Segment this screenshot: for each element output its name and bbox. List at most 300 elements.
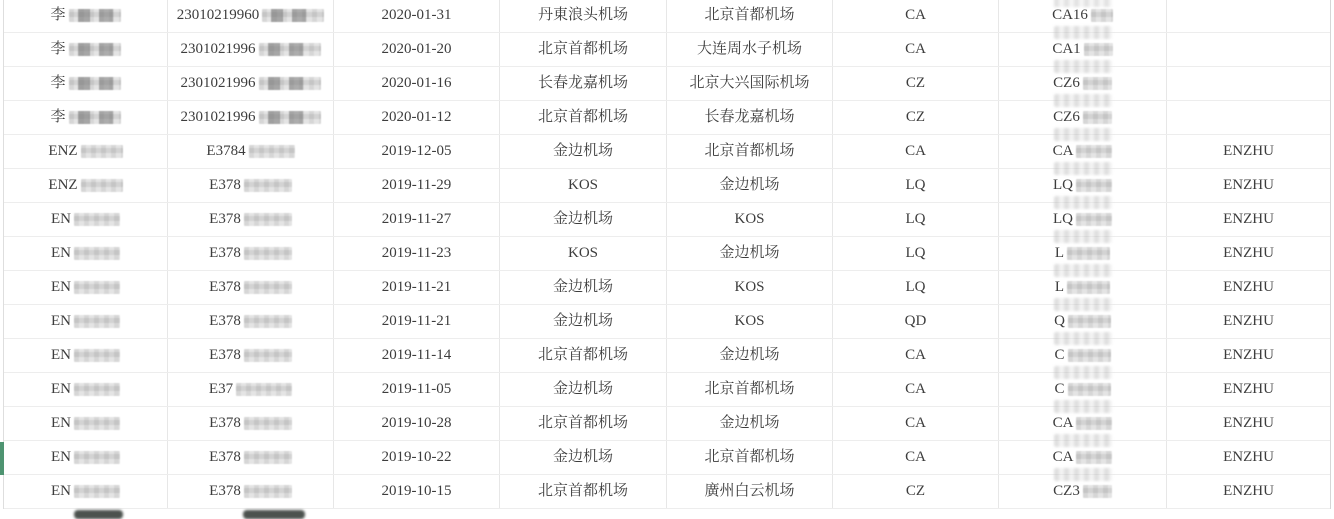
- flight-redaction-blur: [1083, 111, 1112, 124]
- cell-arrival-airport[interactable]: [667, 305, 833, 338]
- flight-date: 2019-10-22: [381, 449, 452, 465]
- table-row: [4, 101, 1330, 135]
- cell-passenger-name[interactable]: [4, 305, 168, 338]
- id-redaction-blur: [244, 179, 292, 192]
- cell-flight-number[interactable]: [999, 373, 1167, 406]
- cell-arrival-airport[interactable]: [667, 33, 833, 66]
- cell-passenger-name[interactable]: [4, 475, 168, 508]
- departure-airport: KOS: [567, 177, 598, 193]
- cell-flight-number[interactable]: [999, 135, 1167, 168]
- cell-flight-date[interactable]: [334, 475, 500, 508]
- cell-airline-code[interactable]: [833, 135, 999, 168]
- cell-passenger-tag[interactable]: [1167, 305, 1330, 338]
- cell-airline-code[interactable]: [833, 441, 999, 474]
- cell-departure-airport[interactable]: [500, 169, 667, 202]
- name-redaction-blur: [69, 77, 121, 90]
- cell-passenger-tag[interactable]: [1167, 169, 1330, 202]
- id-redaction-blur: [244, 417, 292, 430]
- table-row: [4, 237, 1330, 271]
- passenger-tag: ENZHU: [1223, 483, 1274, 499]
- flight-date: 2020-01-31: [381, 7, 452, 23]
- cell-airline-code[interactable]: [833, 0, 999, 32]
- table-row: [4, 67, 1330, 101]
- id-redaction-blur: [244, 213, 292, 226]
- cell-flight-date[interactable]: [334, 339, 500, 372]
- name-redaction-blur: [74, 247, 120, 260]
- cell-flight-number[interactable]: [999, 203, 1167, 236]
- cell-flight-date[interactable]: [334, 203, 500, 236]
- flight-redaction-blur: [1076, 417, 1112, 430]
- name-redaction-blur: [74, 315, 120, 328]
- cell-departure-airport[interactable]: [500, 0, 667, 32]
- id-redaction-blur: [244, 281, 292, 294]
- id-redaction-blur: [259, 111, 321, 124]
- flight-redaction-blur: [1083, 485, 1112, 498]
- cell-flight-date[interactable]: [334, 0, 500, 32]
- table-row: [4, 441, 1330, 475]
- passenger-tag: ENZHU: [1223, 313, 1274, 329]
- cell-flight-date[interactable]: [334, 237, 500, 270]
- arrival-airport: 廣州白云机场: [704, 483, 795, 499]
- name-redaction-blur: [74, 213, 120, 226]
- passenger-tag: ENZHU: [1223, 381, 1274, 397]
- cell-arrival-airport[interactable]: [667, 407, 833, 440]
- cell-airline-code[interactable]: [833, 339, 999, 372]
- partial-next-row-redaction: [74, 510, 123, 519]
- id-prefix: E378: [209, 279, 241, 295]
- flight-redaction-blur: [1076, 451, 1112, 464]
- flight-redaction-blur: [1083, 77, 1112, 90]
- cell-airline-code[interactable]: [833, 373, 999, 406]
- table-row: [4, 135, 1330, 169]
- airline-code: CA: [905, 41, 926, 57]
- cell-document-id[interactable]: [168, 135, 334, 168]
- flight-number-prefix: CA: [1052, 449, 1074, 465]
- passenger-tag: ENZHU: [1223, 415, 1274, 431]
- departure-airport: 金边机场: [552, 279, 613, 295]
- cell-passenger-tag[interactable]: [1167, 0, 1330, 32]
- airline-code: CA: [905, 381, 926, 397]
- cell-document-id[interactable]: [168, 475, 334, 508]
- id-redaction-blur: [236, 383, 292, 396]
- cell-flight-date[interactable]: [334, 33, 500, 66]
- name-prefix: 李: [50, 75, 66, 91]
- cell-passenger-tag[interactable]: [1167, 237, 1330, 270]
- departure-airport: 丹東浪头机场: [537, 7, 628, 23]
- arrival-airport: 金边机场: [719, 415, 780, 431]
- flight-date: 2019-11-05: [381, 381, 452, 397]
- cell-airline-code[interactable]: [833, 305, 999, 338]
- cell-arrival-airport[interactable]: [667, 271, 833, 304]
- flight-redaction-blur: [1067, 247, 1110, 260]
- cell-flight-number[interactable]: [999, 339, 1167, 372]
- cell-flight-number[interactable]: [999, 33, 1167, 66]
- cell-document-id[interactable]: [168, 67, 334, 100]
- arrival-airport: 北京首都机场: [704, 7, 795, 23]
- cell-airline-code[interactable]: [833, 271, 999, 304]
- cell-document-id[interactable]: [168, 237, 334, 270]
- name-redaction-blur: [74, 417, 120, 430]
- cell-flight-date[interactable]: [334, 441, 500, 474]
- passenger-tag: ENZHU: [1223, 449, 1274, 465]
- flight-number-prefix: LQ: [1053, 211, 1073, 227]
- flight-number-prefix: CZ6: [1053, 75, 1080, 91]
- cell-passenger-tag[interactable]: [1167, 67, 1330, 100]
- airline-code: CZ: [905, 75, 926, 91]
- table-row: [4, 407, 1330, 441]
- cell-departure-airport[interactable]: [500, 407, 667, 440]
- id-prefix: E378: [209, 483, 241, 499]
- cell-flight-date[interactable]: [334, 101, 500, 134]
- cell-arrival-airport[interactable]: [667, 339, 833, 372]
- flight-date: 2020-01-16: [381, 75, 452, 91]
- name-redaction-blur: [81, 179, 123, 192]
- flight-number-prefix: CZ6: [1053, 109, 1080, 125]
- name-redaction-blur: [69, 111, 121, 124]
- cell-document-id[interactable]: [168, 169, 334, 202]
- id-prefix: E378: [209, 211, 241, 227]
- flight-date: 2019-11-14: [381, 347, 452, 363]
- id-redaction-blur: [244, 485, 292, 498]
- table-row: [4, 373, 1330, 407]
- cell-passenger-tag[interactable]: [1167, 33, 1330, 66]
- cell-arrival-airport[interactable]: [667, 373, 833, 406]
- airline-code: CA: [905, 7, 926, 23]
- name-redaction-blur: [74, 349, 120, 362]
- id-prefix: E378: [209, 177, 241, 193]
- cell-airline-code[interactable]: [833, 33, 999, 66]
- cell-passenger-name[interactable]: [4, 135, 168, 168]
- cell-document-id[interactable]: [168, 373, 334, 406]
- cell-flight-number[interactable]: [999, 305, 1167, 338]
- flight-date: 2019-11-27: [381, 211, 452, 227]
- cell-departure-airport[interactable]: [500, 441, 667, 474]
- table-row: [4, 271, 1330, 305]
- cell-departure-airport[interactable]: [500, 271, 667, 304]
- cell-passenger-name[interactable]: [4, 271, 168, 304]
- cell-flight-number[interactable]: [999, 271, 1167, 304]
- name-prefix: EN: [51, 347, 71, 363]
- departure-airport: 金边机场: [552, 211, 613, 227]
- cell-document-id[interactable]: [168, 101, 334, 134]
- id-prefix: E378: [209, 449, 241, 465]
- cell-document-id[interactable]: [168, 407, 334, 440]
- name-prefix: 李: [50, 41, 66, 57]
- cell-flight-date[interactable]: [334, 135, 500, 168]
- flight-date: 2019-11-21: [381, 313, 452, 329]
- flight-redaction-blur: [1068, 349, 1111, 362]
- name-redaction-blur: [69, 43, 121, 56]
- cell-flight-date[interactable]: [334, 67, 500, 100]
- cell-departure-airport[interactable]: [500, 203, 667, 236]
- flight-number-prefix: CA: [1052, 143, 1074, 159]
- cell-passenger-name[interactable]: [4, 373, 168, 406]
- cell-departure-airport[interactable]: [500, 135, 667, 168]
- flight-number-prefix: CZ3: [1053, 483, 1080, 499]
- cell-passenger-name[interactable]: [4, 441, 168, 474]
- airline-code: CA: [905, 143, 926, 159]
- flight-date: 2019-10-28: [381, 415, 452, 431]
- cell-airline-code[interactable]: [833, 407, 999, 440]
- flight-number-prefix: C: [1054, 347, 1065, 363]
- name-prefix: EN: [51, 279, 71, 295]
- cell-passenger-tag[interactable]: [1167, 101, 1330, 134]
- cell-passenger-name[interactable]: [4, 237, 168, 270]
- departure-airport: 北京首都机场: [537, 483, 628, 499]
- id-prefix: 2301021996: [180, 41, 256, 57]
- id-prefix: E378: [209, 347, 241, 363]
- id-prefix: 2301021996: [180, 75, 256, 91]
- name-prefix: 李: [50, 109, 66, 125]
- cell-passenger-tag[interactable]: [1167, 407, 1330, 440]
- departure-airport: 金边机场: [552, 381, 613, 397]
- airline-code: LQ: [905, 177, 926, 193]
- departure-airport: 北京首都机场: [537, 109, 628, 125]
- name-prefix: EN: [51, 245, 71, 261]
- arrival-airport: 北京首都机场: [704, 449, 795, 465]
- cell-flight-number[interactable]: [999, 101, 1167, 134]
- partial-next-row-redaction: [243, 510, 305, 519]
- id-redaction-blur: [244, 349, 292, 362]
- cell-airline-code[interactable]: [833, 237, 999, 270]
- departure-airport: 金边机场: [552, 313, 613, 329]
- cell-document-id[interactable]: [168, 339, 334, 372]
- cell-arrival-airport[interactable]: [667, 67, 833, 100]
- arrival-airport: KOS: [734, 313, 765, 329]
- cell-document-id[interactable]: [168, 441, 334, 474]
- cell-arrival-airport[interactable]: [667, 0, 833, 32]
- flight-date: 2020-01-20: [381, 41, 452, 57]
- cell-passenger-name[interactable]: [4, 67, 168, 100]
- cell-airline-code[interactable]: [833, 169, 999, 202]
- id-redaction-blur: [244, 247, 292, 260]
- name-prefix: EN: [51, 483, 71, 499]
- flight-redaction-blur: [1084, 43, 1113, 56]
- arrival-airport: 长春龙嘉机场: [704, 109, 795, 125]
- airline-code: CZ: [905, 483, 926, 499]
- cell-document-id[interactable]: [168, 271, 334, 304]
- cell-passenger-tag[interactable]: [1167, 135, 1330, 168]
- cell-passenger-tag[interactable]: [1167, 475, 1330, 508]
- flight-number-prefix: CA1: [1052, 41, 1081, 57]
- name-prefix: EN: [51, 415, 71, 431]
- cell-passenger-name[interactable]: [4, 339, 168, 372]
- departure-airport: 金边机场: [552, 449, 613, 465]
- id-prefix: E37: [208, 381, 234, 397]
- departure-airport: 北京首都机场: [537, 347, 628, 363]
- cell-flight-number[interactable]: [999, 441, 1167, 474]
- flight-date: 2019-11-21: [381, 279, 452, 295]
- flight-number-prefix: CA16: [1052, 7, 1088, 23]
- table-row: [4, 339, 1330, 373]
- airline-code: CA: [905, 415, 926, 431]
- table-row: [4, 475, 1330, 509]
- cell-flight-number[interactable]: [999, 169, 1167, 202]
- passenger-tag: ENZHU: [1223, 211, 1274, 227]
- cell-airline-code[interactable]: [833, 67, 999, 100]
- flight-date: 2020-01-12: [381, 109, 452, 125]
- flight-redaction-blur: [1076, 145, 1112, 158]
- airline-code: CA: [905, 347, 926, 363]
- name-prefix: EN: [51, 211, 71, 227]
- cell-passenger-name[interactable]: [4, 33, 168, 66]
- id-redaction-blur: [244, 451, 292, 464]
- flight-number-prefix: Q: [1054, 313, 1065, 329]
- flight-redaction-blur: [1076, 179, 1112, 192]
- arrival-airport: 北京首都机场: [704, 381, 795, 397]
- name-redaction-blur: [81, 145, 123, 158]
- name-prefix: EN: [51, 313, 71, 329]
- name-prefix: ENZ: [48, 177, 78, 193]
- departure-airport: 金边机场: [552, 143, 613, 159]
- cell-passenger-name[interactable]: [4, 101, 168, 134]
- table-row: [4, 0, 1330, 33]
- id-prefix: 23010219960: [176, 7, 260, 23]
- table-row: [4, 169, 1330, 203]
- passenger-tag: ENZHU: [1223, 143, 1274, 159]
- cell-arrival-airport[interactable]: [667, 237, 833, 270]
- flight-redaction-blur: [1068, 383, 1111, 396]
- table-row: [4, 33, 1330, 67]
- departure-airport: 北京首都机场: [537, 415, 628, 431]
- cell-departure-airport[interactable]: [500, 475, 667, 508]
- cell-flight-date[interactable]: [334, 271, 500, 304]
- cell-departure-airport[interactable]: [500, 101, 667, 134]
- flight-number-prefix: CA: [1052, 415, 1074, 431]
- flight-date: 2019-11-29: [381, 177, 452, 193]
- row-indicator-bar: [0, 442, 4, 475]
- cell-passenger-name[interactable]: [4, 203, 168, 236]
- flight-date: 2019-11-23: [381, 245, 452, 261]
- cell-departure-airport[interactable]: [500, 305, 667, 338]
- cell-document-id[interactable]: [168, 305, 334, 338]
- flight-number-prefix: C: [1054, 381, 1065, 397]
- passenger-tag: ENZHU: [1223, 347, 1274, 363]
- passenger-tag: ENZHU: [1223, 279, 1274, 295]
- id-prefix: E3784: [206, 143, 246, 159]
- arrival-airport: 北京大兴国际机场: [689, 75, 810, 91]
- id-redaction-blur: [259, 43, 321, 56]
- arrival-airport: 北京首都机场: [704, 143, 795, 159]
- cell-flight-date[interactable]: [334, 373, 500, 406]
- cell-flight-number[interactable]: [999, 67, 1167, 100]
- flight-records-table: [3, 0, 1331, 509]
- flight-number-prefix: L: [1054, 279, 1065, 295]
- cell-document-id[interactable]: [168, 203, 334, 236]
- cell-flight-number[interactable]: [999, 0, 1167, 32]
- id-prefix: E378: [209, 313, 241, 329]
- passenger-tag: ENZHU: [1223, 177, 1274, 193]
- cell-airline-code[interactable]: [833, 475, 999, 508]
- cell-departure-airport[interactable]: [500, 237, 667, 270]
- cell-departure-airport[interactable]: [500, 33, 667, 66]
- flight-date: 2019-12-05: [381, 143, 452, 159]
- arrival-airport: 金边机场: [719, 245, 780, 261]
- cell-passenger-tag[interactable]: [1167, 203, 1330, 236]
- cell-arrival-airport[interactable]: [667, 169, 833, 202]
- id-redaction-blur: [249, 145, 295, 158]
- cell-document-id[interactable]: [168, 33, 334, 66]
- cell-arrival-airport[interactable]: [667, 475, 833, 508]
- cell-flight-number[interactable]: [999, 475, 1167, 508]
- cell-passenger-tag[interactable]: [1167, 373, 1330, 406]
- name-redaction-blur: [69, 9, 121, 22]
- airline-code: LQ: [905, 245, 926, 261]
- name-redaction-blur: [74, 383, 120, 396]
- table-row: [4, 305, 1330, 339]
- arrival-airport: 金边机场: [719, 347, 780, 363]
- name-redaction-blur: [74, 281, 120, 294]
- table-row: [4, 203, 1330, 237]
- name-redaction-blur: [74, 485, 120, 498]
- departure-airport: 北京首都机场: [537, 41, 628, 57]
- arrival-airport: KOS: [734, 279, 765, 295]
- cell-departure-airport[interactable]: [500, 67, 667, 100]
- cell-flight-date[interactable]: [334, 407, 500, 440]
- id-prefix: E378: [209, 415, 241, 431]
- cell-flight-number[interactable]: [999, 407, 1167, 440]
- name-prefix: EN: [51, 449, 71, 465]
- airline-code: CZ: [905, 109, 926, 125]
- airline-code: CA: [905, 449, 926, 465]
- airline-code: LQ: [905, 211, 926, 227]
- departure-airport: 长春龙嘉机场: [537, 75, 628, 91]
- arrival-airport: 金边机场: [719, 177, 780, 193]
- cell-flight-date[interactable]: [334, 169, 500, 202]
- flight-redaction-blur: [1091, 9, 1113, 22]
- airline-code: LQ: [905, 279, 926, 295]
- flight-redaction-blur: [1076, 213, 1112, 226]
- flight-redaction-blur: [1067, 281, 1110, 294]
- airline-code: QD: [904, 313, 927, 329]
- id-prefix: E378: [209, 245, 241, 261]
- cell-flight-number[interactable]: [999, 237, 1167, 270]
- cell-departure-airport[interactable]: [500, 373, 667, 406]
- cell-passenger-tag[interactable]: [1167, 271, 1330, 304]
- cell-arrival-airport[interactable]: [667, 441, 833, 474]
- name-prefix: EN: [51, 381, 71, 397]
- name-prefix: ENZ: [48, 143, 78, 159]
- name-redaction-blur: [74, 451, 120, 464]
- id-prefix: 2301021996: [180, 109, 256, 125]
- cell-passenger-name[interactable]: [4, 169, 168, 202]
- cell-arrival-airport[interactable]: [667, 101, 833, 134]
- id-redaction-blur: [259, 77, 321, 90]
- flight-number-prefix: LQ: [1053, 177, 1073, 193]
- name-prefix: 李: [50, 7, 66, 23]
- id-redaction-blur: [262, 9, 324, 22]
- flight-redaction-blur: [1068, 315, 1111, 328]
- cell-airline-code[interactable]: [833, 203, 999, 236]
- cell-departure-airport[interactable]: [500, 339, 667, 372]
- arrival-airport: 大连周水子机场: [696, 41, 802, 57]
- flight-number-prefix: L: [1054, 245, 1065, 261]
- cell-passenger-name[interactable]: [4, 407, 168, 440]
- cell-airline-code[interactable]: [833, 101, 999, 134]
- passenger-tag: ENZHU: [1223, 245, 1274, 261]
- cell-passenger-tag[interactable]: [1167, 441, 1330, 474]
- cell-arrival-airport[interactable]: [667, 203, 833, 236]
- arrival-airport: KOS: [734, 211, 765, 227]
- flight-date: 2019-10-15: [381, 483, 452, 499]
- cell-passenger-name[interactable]: [4, 0, 168, 32]
- cell-flight-date[interactable]: [334, 305, 500, 338]
- departure-airport: KOS: [567, 245, 598, 261]
- cell-arrival-airport[interactable]: [667, 135, 833, 168]
- cell-document-id[interactable]: [168, 0, 334, 32]
- cell-passenger-tag[interactable]: [1167, 339, 1330, 372]
- id-redaction-blur: [244, 315, 292, 328]
